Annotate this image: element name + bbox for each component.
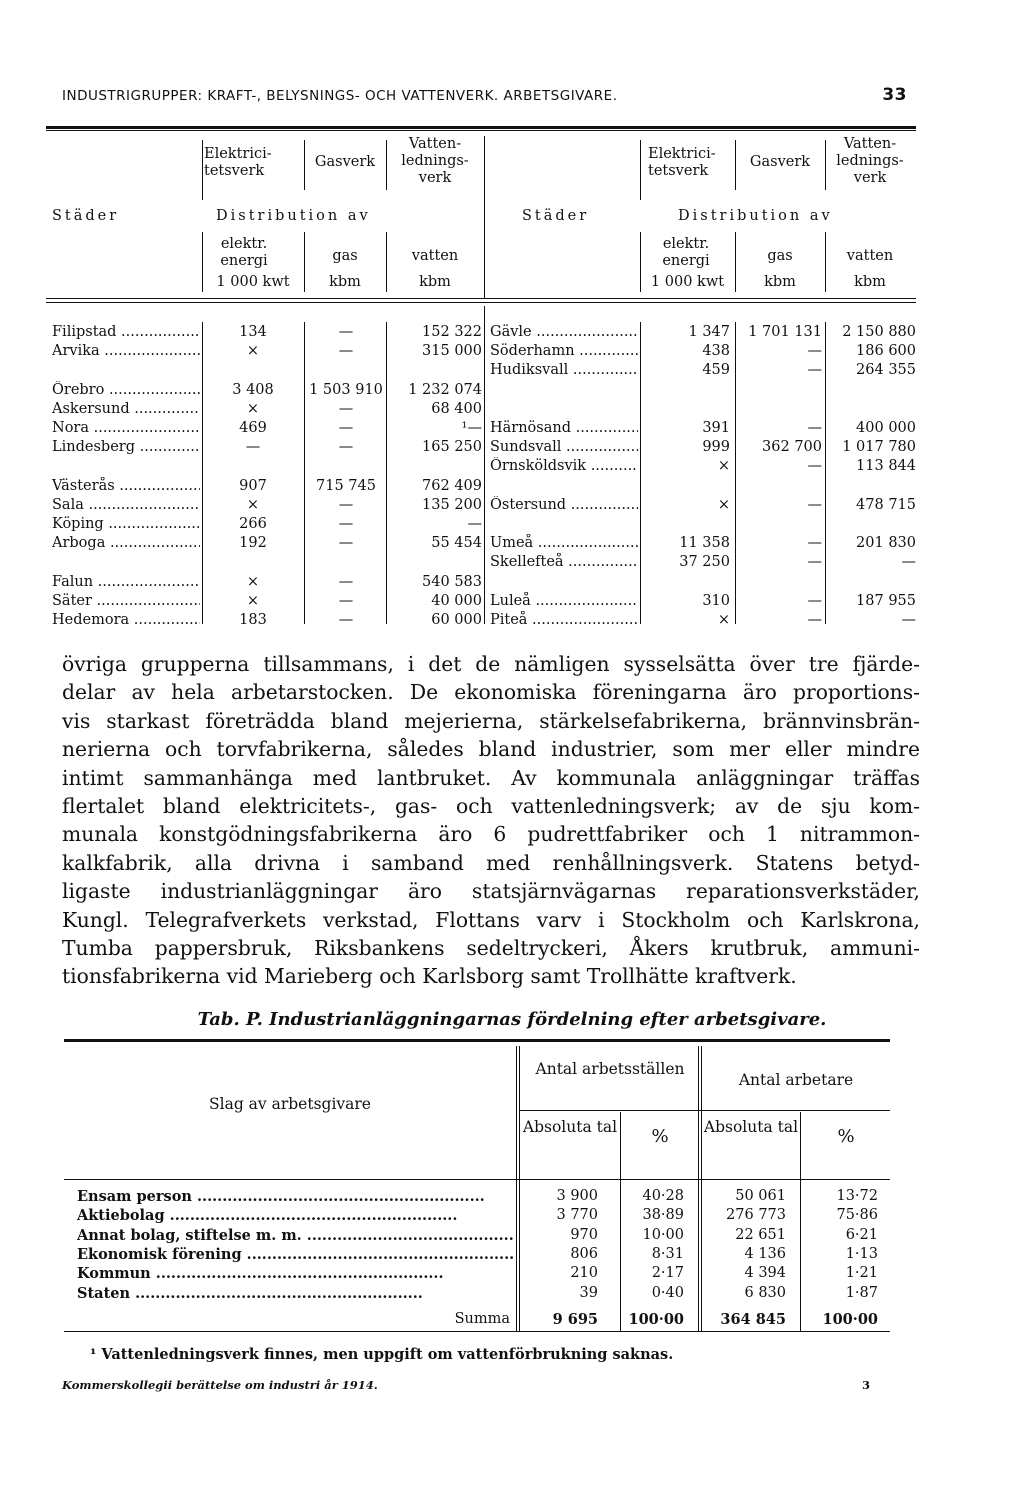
arbetsstallen-pct: 38·89 — [642, 1207, 684, 1224]
vatten-value: 60 000 — [431, 612, 482, 628]
el-value: 391 — [702, 420, 730, 436]
city-name: Hedemora ..... — [52, 611, 200, 630]
employer-type: Annat bolag, stiftelse m. m. ..... — [77, 1226, 513, 1245]
arbetsstallen-pct: 40·28 — [642, 1188, 684, 1204]
t1-vline — [202, 140, 203, 200]
el-value: 438 — [702, 343, 730, 360]
t1-vline — [484, 136, 485, 298]
el-value: × — [717, 496, 730, 513]
hd-unit-kbm: kbm — [419, 274, 451, 290]
el-value: × — [246, 573, 260, 590]
arbetare-pct: 1·87 — [845, 1284, 878, 1301]
source-line: Kommerskollegii berättelse om industri år 1914. — [62, 1378, 378, 1392]
hd-unit-kbm: kbm — [854, 274, 886, 290]
hd-vatten: vatten — [846, 248, 894, 264]
hd-elektr-energi: elektr. energi — [662, 236, 710, 269]
body-line: ligaste industrianläggningar äro statsjärnvägarnas reparationsverkstäder, — [62, 879, 920, 904]
gas-value: 1 503 910 — [309, 381, 383, 398]
body-line: nerierna och torvfabrikerna, således bland industrier, som mer eller mindre — [62, 737, 920, 762]
body-line: tionsfabrikerna vid Marieberg och Karlsborg samt Trollhätte kraftverk. — [62, 964, 797, 989]
gas-value: — — [807, 420, 822, 436]
city-name: Arboga ..... — [52, 534, 200, 553]
city-name: Skellefteå ..... — [490, 553, 638, 572]
el-value: 11 358 — [679, 535, 730, 552]
gas-value: — — [807, 592, 822, 609]
body-line: munala konstgödningsfabrikerna äro 6 pudrettfabriker och 1 nitrammon- — [62, 822, 920, 847]
vatten-value: 55 454 — [431, 535, 482, 552]
city-name: Falun ..... — [52, 573, 200, 592]
hd-pct: % — [651, 1126, 669, 1147]
el-value: 907 — [239, 477, 267, 494]
vatten-value: 1 017 780 — [842, 439, 916, 456]
el-value: 266 — [239, 516, 267, 532]
hd-elektricitetsverk: Elektrici-tetsverk — [648, 146, 716, 179]
gas-value: — — [807, 612, 822, 628]
city-name: Örebro ..... — [52, 381, 200, 400]
city-name: Gävle ..... — [490, 323, 638, 342]
arbetare-abs: 50 061 — [735, 1188, 786, 1204]
body-line: övriga grupperna tillsammans, i det de nämligen sysselsätta över tre fjärde- — [62, 652, 920, 676]
summa-arbetare-abs: 364 845 — [720, 1311, 786, 1328]
arbetare-abs: 6 830 — [744, 1284, 786, 1301]
employer-type: Aktiebolag ..... — [77, 1206, 513, 1225]
vatten-value: 40 000 — [431, 592, 482, 609]
city-name: Piteå ..... — [490, 611, 638, 630]
t2-vline — [519, 1046, 520, 1332]
city-name: Askersund ..... — [52, 400, 200, 419]
el-value: 37 250 — [679, 554, 730, 571]
vatten-value: 152 322 — [422, 324, 482, 340]
arbetare-abs: 276 773 — [726, 1207, 786, 1224]
arbetsstallen-abs: 806 — [570, 1245, 598, 1262]
el-value: × — [246, 496, 260, 513]
arbetsstallen-abs: 3 900 — [556, 1188, 598, 1204]
arbetare-pct: 75·86 — [836, 1207, 878, 1224]
city-name: Härnösand ..... — [490, 419, 638, 438]
el-value: × — [717, 458, 730, 475]
arbetare-pct: 13·72 — [836, 1188, 878, 1204]
employer-type: Ensam person ..... — [77, 1187, 513, 1206]
city-name: Luleå ..... — [490, 592, 638, 611]
summa-arbetsstallen-abs: 9 695 — [552, 1311, 598, 1328]
arbetsstallen-abs: 3 770 — [556, 1207, 598, 1224]
t1-vline — [202, 322, 203, 624]
city-name: Köping ..... — [52, 515, 200, 534]
hd-antal-arbetsstallen: Antal arbetsställen — [535, 1060, 685, 1078]
body-line: flertalet bland elektricitets-, gas- och vattenledningsverk; av de sju kom- — [62, 794, 920, 819]
running-head — [62, 85, 907, 112]
hd-elektr-energi: elektr. energi — [220, 236, 268, 269]
gas-value: — — [807, 362, 822, 379]
vatten-value: ¹— — [461, 420, 482, 436]
city-name: Sala ..... — [52, 496, 200, 515]
city-name: Lindesberg ..... — [52, 438, 200, 457]
arbetsstallen-pct: 8·31 — [651, 1245, 684, 1262]
el-value: 310 — [702, 592, 730, 609]
body-line: Kungl. Telegrafverkets verkstad, Flottans varv i Stockholm och Karlskrona, — [62, 907, 920, 932]
arbetare-abs: 4 136 — [744, 1245, 786, 1262]
t1-vline — [640, 322, 641, 624]
gas-value: — — [338, 612, 354, 628]
gas-value: — — [338, 573, 354, 590]
hd-vattenledningsverk: Vatten-lednings-verk — [401, 136, 469, 186]
el-value: × — [246, 400, 260, 417]
arbetsstallen-pct: 0·40 — [651, 1284, 684, 1301]
gas-value: — — [807, 496, 822, 513]
table2-bottom-rule — [64, 1331, 890, 1332]
city-name: Umeå ..... — [490, 534, 638, 553]
arbetsstallen-abs: 210 — [570, 1265, 598, 1282]
el-value: 459 — [702, 362, 730, 379]
vatten-value: 478 715 — [856, 496, 916, 513]
employer-type: Kommun ..... — [77, 1264, 513, 1283]
hd-gas: gas — [767, 248, 793, 264]
gas-value: — — [338, 439, 354, 456]
el-value: × — [246, 343, 260, 360]
hd-unit-kwt: 1 000 kwt — [650, 274, 725, 290]
summa-arbetare-pct: 100·00 — [822, 1311, 878, 1328]
table2-caption: Tab. P. Industrianläggningarnas fördelning efter arbetsgivare. — [197, 1009, 827, 1030]
t1-vline — [304, 322, 305, 624]
el-value: 3 408 — [232, 381, 274, 398]
arbetsstallen-abs: 39 — [579, 1284, 598, 1301]
el-value: 999 — [702, 439, 730, 456]
el-value: 183 — [239, 612, 267, 628]
gas-value: 362 700 — [762, 439, 822, 456]
gas-value: — — [338, 420, 354, 436]
city-name: Hudiksvall ..... — [490, 361, 638, 380]
vatten-value: 540 583 — [422, 573, 482, 590]
body-line: intimt sammanhänga med lantbruket. Av kommunala anläggningar träffas — [62, 765, 920, 790]
hd-gasverk: Gasverk — [749, 154, 811, 170]
gas-value: 715 745 — [316, 477, 376, 494]
table1-top-rule — [46, 126, 916, 129]
t2-vline — [516, 1046, 517, 1332]
gas-value: — — [338, 592, 354, 609]
gas-value: — — [338, 496, 354, 513]
t1-vline — [640, 140, 641, 200]
vatten-value: 186 600 — [856, 343, 916, 360]
vatten-value: 1 232 074 — [408, 381, 482, 398]
table1-header-rule — [46, 298, 916, 299]
vatten-value: 165 250 — [422, 439, 482, 456]
gas-value: — — [338, 535, 354, 552]
vatten-value: 315 000 — [422, 343, 482, 360]
gas-value: 1 701 131 — [748, 324, 822, 340]
vatten-value: 264 355 — [856, 362, 916, 379]
source-sheet-number: 3 — [862, 1378, 871, 1392]
city-name: Sundsvall ..... — [490, 438, 638, 457]
summa-label: Summa — [454, 1311, 510, 1327]
table2-top-rule — [64, 1039, 890, 1042]
hd-unit-kwt: 1 000 kwt — [216, 274, 290, 290]
hd-unit-kbm: kbm — [764, 274, 796, 290]
el-value: × — [717, 612, 730, 628]
page-number: 33 — [882, 85, 907, 105]
arbetare-pct: 1·13 — [845, 1245, 878, 1262]
city-name: Arvika ..... — [52, 342, 200, 361]
gas-value: — — [807, 554, 822, 571]
gas-value: — — [338, 516, 354, 532]
vatten-value: 135 200 — [422, 496, 482, 513]
vatten-value: — — [901, 612, 916, 628]
city-name: Nora ..... — [52, 419, 200, 438]
running-head-title: INDUSTRIGRUPPER: KRAFT-, BELYSNINGS- OCH VATTENVERK. ARBETSGIVARE. — [62, 88, 618, 104]
gas-value: — — [338, 324, 354, 340]
summa-arbetsstallen-pct: 100·00 — [628, 1311, 684, 1328]
city-name: Västerås ..... — [52, 477, 200, 496]
arbetare-pct: 1·21 — [845, 1265, 878, 1282]
city-name: Filipstad ..... — [52, 323, 200, 342]
vatten-value: 68 400 — [431, 400, 482, 417]
city-name: Söderhamn ..... — [490, 342, 638, 361]
hd-elektricitetsverk: Elektrici-tetsverk — [204, 146, 272, 179]
employer-type: Staten ..... — [77, 1284, 513, 1303]
hd-antal-arbetare: Antal arbetare — [738, 1071, 854, 1089]
footnote: ¹ Vattenledningsverk finnes, men uppgift om vattenförbrukning saknas. — [90, 1346, 674, 1363]
el-value: 1 347 — [688, 324, 730, 340]
employer-type: Ekonomisk förening ..... — [77, 1245, 513, 1264]
hd-pct: % — [837, 1126, 855, 1147]
gas-value: — — [338, 343, 354, 360]
arbetsstallen-abs: 970 — [570, 1226, 598, 1243]
city-name: Östersund ..... — [490, 496, 638, 515]
arbetare-abs: 22 651 — [735, 1226, 786, 1243]
vatten-value: 762 409 — [422, 477, 482, 494]
vatten-value: — — [467, 516, 482, 532]
gas-value: — — [807, 458, 822, 475]
body-line: delar av hela arbetarstocken. De ekonomiska föreningarna äro proportions- — [62, 680, 920, 705]
gas-value: — — [807, 535, 822, 552]
vatten-value: 400 000 — [856, 420, 916, 436]
hd-unit-kbm: kbm — [329, 274, 361, 290]
table1-top-rule-thin — [46, 130, 916, 131]
el-value: 469 — [239, 420, 267, 436]
hd-gas: gas — [332, 248, 358, 264]
gas-value: — — [338, 400, 354, 417]
hd-stader: Städer — [52, 208, 120, 224]
arbetare-abs: 4 394 — [744, 1265, 786, 1282]
table2-header-rule — [64, 1179, 890, 1180]
arbetsstallen-pct: 10·00 — [642, 1226, 684, 1243]
body-line: Tumba pappersbruk, Riksbankens sedeltryckeri, Åkers krutbruk, ammuni- — [62, 936, 920, 961]
hd-absoluta-tal: Absoluta tal — [522, 1118, 618, 1136]
arbetsstallen-pct: 2·17 — [651, 1265, 684, 1282]
table1-header-rule-2 — [46, 302, 916, 303]
body-line: vis starkast företrädda bland mejerierna, stärkelsefabrikerna, brännvinsbrän- — [62, 708, 920, 733]
hd-distribution: Distribution av — [216, 208, 371, 224]
hd-distribution: Distribution av — [678, 208, 833, 224]
body-line: kalkfabrik, alla drivna i samband med renhållningsverk. Statens betyd- — [62, 850, 920, 875]
t1-vline — [484, 306, 485, 624]
hd-gasverk: Gasverk — [314, 154, 376, 170]
hd-stader: Städer — [522, 208, 590, 224]
el-value: 192 — [239, 535, 267, 552]
hd-absoluta-tal: Absoluta tal — [703, 1118, 799, 1136]
t2-vline — [698, 1046, 699, 1332]
t2-subhead-rule — [519, 1110, 890, 1111]
hd-slag: Slag av arbetsgivare — [209, 1095, 371, 1113]
city-name: Säter ..... — [52, 592, 200, 611]
vatten-value: — — [901, 554, 916, 571]
el-value: — — [245, 439, 261, 456]
el-value: × — [246, 592, 260, 609]
vatten-value: 187 955 — [856, 592, 916, 609]
city-name: Örnsköldsvik ..... — [490, 457, 638, 476]
arbetare-pct: 6·21 — [845, 1226, 878, 1243]
vatten-value: 113 844 — [856, 458, 916, 475]
t2-vline — [620, 1112, 621, 1332]
hd-vatten: vatten — [411, 248, 459, 264]
hd-vattenledningsverk: Vatten-lednings-verk — [836, 136, 904, 186]
vatten-value: 201 830 — [856, 535, 916, 552]
vatten-value: 2 150 880 — [842, 324, 916, 340]
el-value: 134 — [239, 324, 267, 340]
gas-value: — — [807, 343, 822, 360]
body-paragraph — [62, 650, 920, 991]
